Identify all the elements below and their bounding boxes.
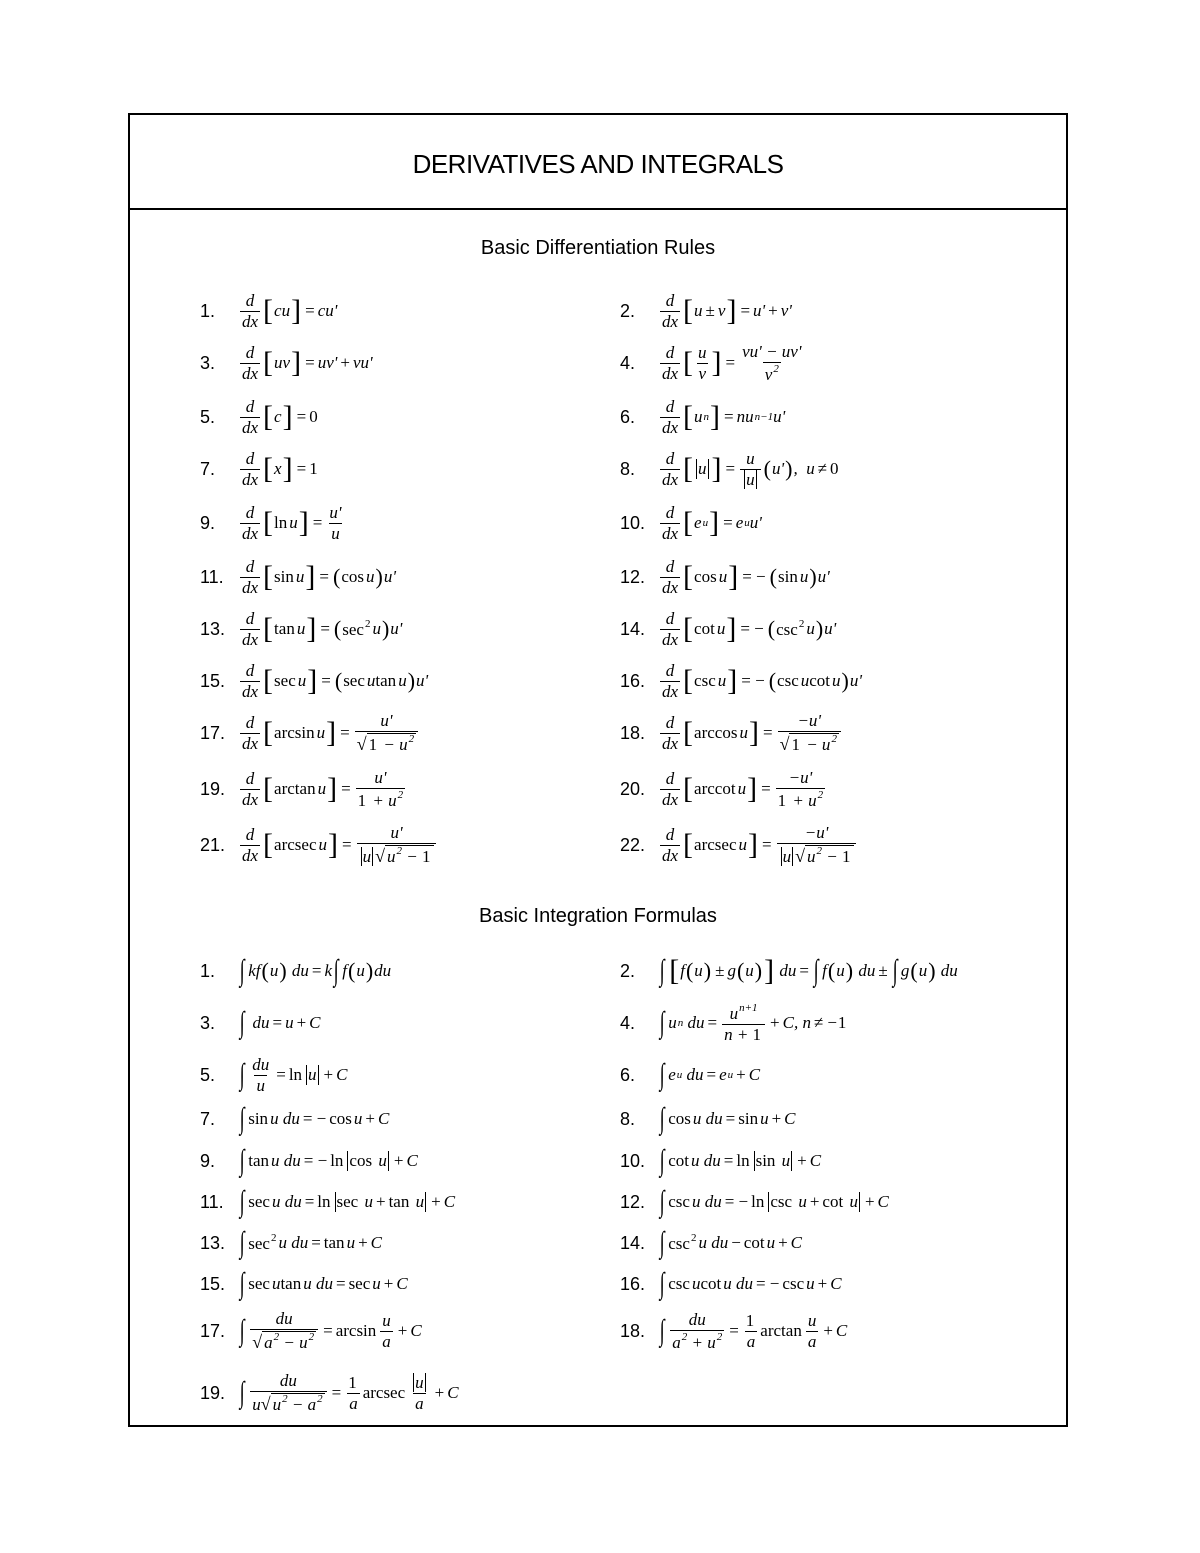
formula-number: 5. xyxy=(200,1064,216,1085)
derivative-5 xyxy=(200,391,320,443)
integral-1 xyxy=(200,945,391,997)
formula-expression: $\frac{d}{dx}$ [ cu ] = cu' xyxy=(242,290,338,331)
formula-expression: $\frac{d}{dx}$ [ arcsin u ] = u' √ $1 - u^2$ xyxy=(238,712,420,754)
derivative-14 xyxy=(620,603,836,655)
integral-16 xyxy=(620,1258,842,1310)
derivative-16 xyxy=(620,655,862,707)
formula-expression: $\frac{d}{dx}$ [ cot u ] = − ( $\csc^2$ u ) u' xyxy=(662,608,837,649)
formula-expression: ∫ $\frac{du}{a^2 + u^2}$ = $\frac{1}{a}$ arctan $\frac{u}{a}$ + C xyxy=(659,1309,848,1352)
derivative-9 xyxy=(200,497,346,549)
integral-3 xyxy=(200,997,321,1049)
formula-expression: $\frac{d}{dx}$ [ u ] = $\frac{u}{u}$ ( u' ) , u ≠ 0 xyxy=(662,448,839,489)
formula-expression: ∫ cos u du = sin u + C xyxy=(659,1102,796,1135)
formula-expression: $\frac{d}{dx}$ [ tan u ] = ( $\sec^2$ u ) u' xyxy=(242,608,403,649)
formula-expression: ∫ cot u du = ln sin u + C xyxy=(659,1144,822,1177)
formula-expression: $\frac{d}{dx}$ [ csc u ] = − ( csc u cot u ) u' xyxy=(662,660,862,701)
formula-expression: $\frac{d}{dx}$ [ e u ] = e u u' xyxy=(662,502,762,543)
formula-number: 19. xyxy=(200,1382,226,1403)
formula-number: 13. xyxy=(200,1232,226,1253)
formula-number: 10. xyxy=(620,512,646,533)
derivative-17 xyxy=(200,707,420,759)
formula-expression: $\frac{d}{dx}$ [ x ] = 1 xyxy=(242,448,318,489)
formula-number: 7. xyxy=(200,1108,216,1129)
formula-number: 6. xyxy=(620,1064,636,1085)
formula-expression: ∫ sin u du = − cos u + C xyxy=(239,1102,390,1135)
formula-number: 17. xyxy=(200,722,226,743)
formula-number: 15. xyxy=(200,670,226,691)
formula-number: 20. xyxy=(620,778,646,799)
formula-expression: $\frac{d}{dx}$ [ u ± v ] = u' + v' xyxy=(662,290,792,331)
formula-number: 4. xyxy=(620,1012,636,1033)
formula-expression: ∫ $\frac{du}{u}$ = ln u + C xyxy=(239,1054,348,1095)
formula-expression: $\frac{d}{dx}$ [ uv ] = uv' + vu' xyxy=(242,342,373,383)
formula-expression: ∫ du √ $a^2 - u^2$ = arcsin $\frac{u}{a}$ + C xyxy=(239,1309,422,1352)
formula-number: 14. xyxy=(620,1232,646,1253)
formula-number: 12. xyxy=(620,566,646,587)
formula-number: 14. xyxy=(620,618,646,639)
formula-number: 19. xyxy=(200,778,226,799)
formula-expression: $\frac{d}{dx}$ [ cos u ] = − ( sin u ) u' xyxy=(662,556,830,597)
derivative-10 xyxy=(620,497,762,549)
formula-expression: $\frac{d}{dx}$ [ arcsec u ] = u' u √ $u^2 - 1$ xyxy=(238,824,438,866)
integral-4 xyxy=(620,997,848,1049)
formula-number: 17. xyxy=(200,1320,226,1341)
derivative-7 xyxy=(200,443,320,495)
derivative-3 xyxy=(200,337,373,389)
derivative-13 xyxy=(200,603,402,655)
derivative-19 xyxy=(200,763,407,815)
derivative-4 xyxy=(620,337,805,389)
formula-expression: $\frac{d}{dx}$ [ u n ] = nu n−1 u' xyxy=(662,396,786,437)
derivative-2 xyxy=(620,285,792,337)
title-box xyxy=(130,115,1066,210)
formula-number: 1. xyxy=(200,300,216,321)
derivative-18 xyxy=(620,707,843,759)
formula-expression: $\frac{d}{dx}$ [ $\frac{u}{v}$ ] = $\frac{vu' - uv'}{v^2}$ xyxy=(662,341,802,384)
formula-number: 3. xyxy=(200,1012,216,1033)
formula-number: 8. xyxy=(620,458,636,479)
formula-number: 22. xyxy=(620,834,646,855)
formula-expression: ∫ $\csc^2$ u du − cot u + C xyxy=(659,1226,802,1259)
formula-expression: $\frac{d}{dx}$ [ arctan u ] = $\frac{u'}{1 + u^2}$ xyxy=(242,767,404,810)
formula-expression: $\frac{d}{dx}$ [ arcsec u ] = −u' u √ $u^2 - 1$ xyxy=(658,824,858,866)
formula-number: 2. xyxy=(620,960,636,981)
derivative-20 xyxy=(620,763,827,815)
formula-number: 6. xyxy=(620,406,636,427)
formula-expression: ∫ sec u tan u du = sec u + C xyxy=(239,1267,408,1300)
integral-19 xyxy=(200,1367,459,1419)
formula-expression: ∫ du u √ $u^2 - a^2$ = $\frac{1}{a}$ arcsec $\frac{u}{a}$ + C xyxy=(239,1371,459,1414)
formula-number: 8. xyxy=(620,1108,636,1129)
formula-number: 7. xyxy=(200,458,216,479)
formula-number: 16. xyxy=(620,1273,646,1294)
formula-expression: ∫ tan u du = − ln cos u + C xyxy=(239,1144,418,1177)
formula-number: 4. xyxy=(620,352,636,373)
formula-expression: ∫ kf ( u ) du = k ∫ f ( u ) du xyxy=(239,954,392,987)
formula-expression: ∫ e u du = e u + C xyxy=(659,1058,761,1091)
derivative-1 xyxy=(200,285,337,337)
formula-number: 1. xyxy=(200,960,216,981)
formula-expression: $\frac{d}{dx}$ [ sec u ] = ( sec u tan u ) u' xyxy=(242,660,429,701)
formula-number: 21. xyxy=(200,834,226,855)
formula-number: 5. xyxy=(200,406,216,427)
formula-number: 15. xyxy=(200,1273,226,1294)
formula-expression: ∫ sec u du = ln sec u + tan u + C xyxy=(239,1185,456,1218)
formula-number: 18. xyxy=(620,722,646,743)
derivative-8 xyxy=(620,443,841,495)
formula-expression: ∫ $\sec^2$ u du = tan u + C xyxy=(239,1226,382,1259)
formula-number: 2. xyxy=(620,300,636,321)
formula-number: 9. xyxy=(200,1150,216,1171)
formula-expression: $\frac{d}{dx}$ [ c ] = 0 xyxy=(242,396,318,437)
section-title-differentiation: Basic Differentiation Rules xyxy=(480,237,716,259)
integral-18 xyxy=(620,1305,847,1357)
section-title-integration: Basic Integration Formulas xyxy=(479,905,717,927)
page-title: DERIVATIVES AND INTEGRALS xyxy=(412,149,784,179)
formula-number: 12. xyxy=(620,1191,646,1212)
formula-expression: $\frac{d}{dx}$ [ arccot u ] = $\frac{-u'}{1 + u^2}$ xyxy=(662,767,824,810)
formula-number: 11. xyxy=(200,566,224,587)
formula-number: 16. xyxy=(620,670,646,691)
formula-expression: ∫ du = u + C xyxy=(239,1006,321,1039)
integral-2 xyxy=(620,945,958,997)
formula-expression: ∫ csc u du = − ln csc u + cot u + C xyxy=(659,1185,889,1218)
formula-expression: $\frac{d}{dx}$ [ ln u ] = $\frac{u'}{u}$ xyxy=(242,502,342,543)
formula-number: 9. xyxy=(200,512,216,533)
formula-expression: $\frac{d}{dx}$ [ sin u ] = ( cos u ) u' xyxy=(242,556,396,597)
derivative-6 xyxy=(620,391,785,443)
derivative-21 xyxy=(200,819,438,871)
derivative-15 xyxy=(200,655,428,707)
derivative-12 xyxy=(620,551,830,603)
formula-expression: ∫ u n du = $\frac{u^{n+1}}{n + 1}$ + C, n ≠ − 1 xyxy=(659,1001,847,1044)
formula-number: 10. xyxy=(620,1150,646,1171)
derivative-22 xyxy=(620,819,858,871)
formula-number: 3. xyxy=(200,352,216,373)
integral-17 xyxy=(200,1305,422,1357)
formula-number: 13. xyxy=(200,618,226,639)
formula-number: 11. xyxy=(200,1191,224,1212)
formula-expression: ∫ csc u cot u du = − csc u + C xyxy=(659,1267,842,1300)
formula-sheet xyxy=(128,113,1068,1427)
derivative-11 xyxy=(200,551,396,603)
formula-number: 18. xyxy=(620,1320,646,1341)
integral-15 xyxy=(200,1258,408,1310)
formula-expression: ∫ [ f ( u ) ± g ( u ) ] du = ∫ f ( u ) du ± ∫ g ( u ) du xyxy=(659,954,958,987)
formula-expression: $\frac{d}{dx}$ [ arccos u ] = −u' √ $1 - u^2$ xyxy=(658,712,843,754)
